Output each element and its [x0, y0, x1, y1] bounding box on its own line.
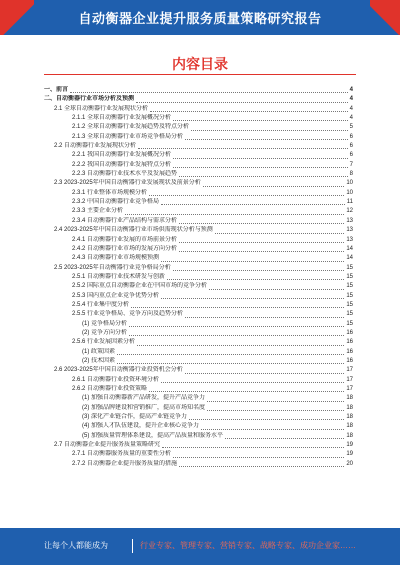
toc-entry[interactable]	[44, 86, 353, 95]
toc-entry[interactable]	[44, 282, 353, 291]
toc-entry[interactable]	[44, 123, 353, 132]
toc-leader-dots	[215, 233, 345, 234]
toc-entry-label: 2.4.3 自动衡器行业市场规模预测	[72, 255, 160, 262]
toc-entry[interactable]	[44, 207, 353, 216]
toc-leader-dots	[136, 102, 348, 103]
toc-entry[interactable]	[44, 142, 353, 151]
toc-divider	[44, 74, 356, 75]
toc-entry-label: 2.3.1 行业整体市场规模分析	[72, 189, 148, 196]
toc-leader-dots	[162, 447, 344, 448]
footer-slogan: 让每个人都能成为	[44, 541, 108, 550]
toc-entry-page: 18	[346, 404, 353, 411]
toc-entry[interactable]	[44, 95, 353, 104]
toc-leader-dots	[179, 223, 344, 224]
toc-leader-dots	[179, 242, 344, 243]
toc-leader-dots	[185, 139, 348, 140]
toc-entry-page: 15	[346, 264, 353, 271]
toc-entry-page: 15	[346, 320, 353, 327]
toc-entry-page: 10	[346, 180, 353, 187]
toc-leader-dots	[209, 289, 344, 290]
toc-entry-label: (5) 加强质量管理体系建设，提高产品质量和服务水平	[82, 432, 224, 439]
toc-entry[interactable]	[44, 357, 353, 366]
toc-entry-page: 17	[346, 386, 353, 392]
toc-entry-page: 14	[346, 255, 353, 262]
toc-entry[interactable]	[44, 301, 353, 310]
toc-entry-label: (2) 技术因素	[82, 357, 116, 364]
toc-leader-dots	[161, 204, 345, 205]
toc-leader-dots	[207, 401, 344, 402]
toc-entry-label: (2) 竞争方向分析	[82, 329, 128, 336]
toc-entry-label: 2.2.1 我国自动衡器行业发展概况分析	[72, 152, 172, 159]
toc-entry-page: 6	[349, 152, 353, 159]
toc-entry-label: 2.6 2023-2025年中国自动衡器行业投资机会分析	[54, 367, 183, 374]
toc-entry-label: 2.3.2 中国自动衡器行业竞争格局	[72, 199, 160, 206]
toc-entry[interactable]	[44, 338, 353, 347]
toc-entry-label: 2.1 全球自动衡器行业发展现状分析	[54, 105, 149, 112]
toc-leader-dots	[185, 373, 345, 374]
toc-entry-label: 2.6.1 自动衡器行业投资环境分析	[72, 376, 160, 383]
toc-leader-dots	[129, 335, 344, 336]
toc-entry[interactable]	[44, 348, 353, 357]
toc-leader-dots	[191, 130, 348, 131]
toc-entry-page: 17	[346, 367, 353, 374]
toc-entry-page: 4	[349, 87, 353, 93]
toc-entry-label: 2.2 自动衡器行业发展现状分析	[54, 143, 137, 150]
table-of-contents	[44, 86, 353, 516]
toc-entry-page: 10	[346, 189, 353, 196]
toc-entry-page: 8	[349, 171, 353, 178]
toc-entry-page: 13	[346, 236, 353, 243]
toc-entry[interactable]	[44, 151, 353, 160]
page-footer	[0, 528, 400, 565]
toc-entry-page: 20	[346, 460, 353, 467]
toc-leader-dots	[161, 298, 344, 299]
toc-entry[interactable]	[44, 441, 353, 450]
toc-entry[interactable]	[44, 254, 353, 263]
toc-entry-label: 2.4 2023-2025年中国自动衡器行业市场供需现状分析与预测	[54, 227, 213, 234]
toc-entry[interactable]	[44, 310, 353, 319]
toc-entry-label: (1) 政策因素	[82, 348, 116, 355]
toc-entry-label: 2.5.4 行业集中度分析	[72, 301, 130, 308]
toc-entry-label: 2.5.1 自动衡器行业技术研发与创新	[72, 273, 166, 280]
toc-entry-page: 15	[346, 311, 353, 318]
toc-entry-label: 二、自动衡器行业市场分析及预测	[44, 96, 135, 103]
toc-entry-label: 2.5 2023-2025年自动衡器行业竞争格局分析	[54, 264, 171, 271]
toc-entry[interactable]	[44, 189, 353, 198]
toc-entry[interactable]	[44, 179, 353, 188]
toc-leader-dots	[201, 429, 344, 430]
toc-entry[interactable]	[44, 114, 353, 123]
toc-entry-page: 14	[346, 245, 353, 252]
toc-entry[interactable]	[44, 292, 353, 301]
toc-leader-dots	[173, 167, 348, 168]
toc-leader-dots	[167, 279, 344, 280]
footer-separator	[132, 539, 133, 553]
toc-entry-label: 2.7.2 自动衡器企业提升服务质量的措施	[72, 460, 178, 467]
toc-entry[interactable]	[44, 450, 353, 459]
toc-leader-dots	[179, 466, 344, 467]
toc-entry-label: 2.2.3 自动衡器行业技术水平及发展趋势	[72, 171, 178, 178]
toc-entry-page: 6	[349, 143, 353, 150]
toc-entry-label: 2.1.1 全球自动衡器行业发展概况分析	[72, 115, 172, 122]
toc-entry[interactable]	[44, 460, 353, 469]
toc-entry-page: 18	[346, 423, 353, 430]
toc-entry[interactable]	[44, 105, 353, 114]
toc-entry[interactable]	[44, 226, 353, 235]
toc-entry[interactable]	[44, 376, 353, 385]
toc-entry-page: 13	[346, 227, 353, 234]
toc-entry[interactable]	[44, 329, 353, 338]
toc-entry[interactable]	[44, 385, 353, 394]
toc-leader-dots	[149, 195, 344, 196]
toc-leader-dots	[179, 251, 344, 252]
toc-heading: 内容目录	[172, 56, 228, 72]
toc-entry-label: 2.6.2 自动衡器行业投资策略	[72, 386, 148, 392]
toc-entry[interactable]	[44, 432, 353, 441]
toc-leader-dots	[150, 111, 348, 112]
toc-leader-dots	[173, 457, 344, 458]
report-title: 自动衡器企业提升服务质量策略研究报告	[78, 11, 322, 26]
toc-entry-label: 2.1.3 全球自动衡器行业市场竞争格局分析	[72, 133, 184, 140]
toc-entry-page: 18	[346, 414, 353, 421]
toc-leader-dots	[125, 214, 344, 215]
toc-entry-page: 17	[346, 376, 353, 383]
toc-entry-page: 16	[346, 329, 353, 336]
toc-entry-label: (1) 加强自动衡器新产品研发，提升产品竞争力	[82, 395, 206, 402]
toc-entry-page: 16	[346, 339, 353, 346]
toc-entry-label: 2.2.2 我国自动衡器行业发展特点分析	[72, 161, 172, 168]
toc-leader-dots	[207, 410, 344, 411]
toc-entry-page: 12	[346, 208, 353, 215]
toc-entry[interactable]	[44, 320, 353, 329]
toc-entry-label: 2.3 2023-2025年中国自动衡器行业发展现状及前景分析	[54, 180, 201, 187]
toc-leader-dots	[189, 419, 344, 420]
toc-leader-dots	[173, 158, 348, 159]
toc-leader-dots	[70, 92, 348, 93]
toc-entry-label: 一、前言	[44, 87, 69, 93]
toc-entry-label: (4) 加强人才队伍建设，提升企业核心竞争力	[82, 423, 200, 430]
toc-entry-page: 4	[349, 115, 353, 122]
toc-entry-label: 2.4.2 自动衡器行业市场的发展方向分析	[72, 245, 178, 252]
toc-leader-dots	[117, 363, 344, 364]
toc-entry[interactable]	[44, 404, 353, 413]
toc-entry[interactable]	[44, 394, 353, 403]
toc-entry[interactable]	[44, 366, 353, 375]
toc-entry-label: 2.3.3 主要企业分析	[72, 208, 124, 215]
toc-entry-page: 7	[349, 161, 353, 168]
toc-entry-label: 2.5.2 国际重点自动衡器企业在中国市场的竞争分析	[72, 283, 208, 290]
toc-entry-label: 2.4.1 自动衡器行业发展的市场前景分析	[72, 236, 178, 243]
toc-entry-page: 16	[346, 348, 353, 355]
toc-entry-page: 18	[346, 432, 353, 439]
toc-entry[interactable]	[44, 198, 353, 207]
toc-entry-label: 2.5.5 行业竞争格局、竞争方向及趋势分析	[72, 311, 184, 318]
toc-leader-dots	[161, 261, 344, 262]
toc-entry-page: 19	[346, 451, 353, 458]
report-header	[0, 0, 400, 35]
toc-entry[interactable]	[44, 273, 353, 282]
toc-leader-dots	[138, 148, 348, 149]
toc-entry-label: (2) 加强品牌建设和营销推广，提高市场知名度	[82, 404, 206, 411]
toc-leader-dots	[131, 307, 344, 308]
toc-entry[interactable]	[44, 422, 353, 431]
toc-leader-dots	[173, 270, 345, 271]
toc-entry-label: 2.7.1 自动衡器服务质量的重要性分析	[72, 451, 172, 458]
toc-entry[interactable]	[44, 133, 353, 142]
toc-leader-dots	[179, 176, 348, 177]
toc-entry-page: 4	[349, 96, 353, 103]
toc-entry-page: 18	[346, 395, 353, 402]
toc-entry[interactable]	[44, 236, 353, 245]
toc-entry-label: (1) 竞争格局分析	[82, 320, 128, 327]
toc-entry-page: 6	[349, 133, 353, 140]
toc-leader-dots	[117, 354, 344, 355]
toc-entry-page: 4	[349, 105, 353, 112]
toc-leader-dots	[203, 186, 345, 187]
toc-leader-dots	[129, 326, 344, 327]
toc-entry-page: 16	[346, 357, 353, 364]
toc-entry-page: 15	[346, 301, 353, 308]
toc-entry-label: 2.5.6 行业发展因素分析	[72, 339, 136, 346]
toc-entry-page: 15	[346, 292, 353, 299]
toc-leader-dots	[161, 382, 344, 383]
toc-entry-page: 15	[346, 273, 353, 280]
toc-entry-label: 2.3.4 自动衡器行业产品结构与需求分析	[72, 217, 178, 224]
toc-entry[interactable]	[44, 245, 353, 254]
toc-entry[interactable]	[44, 170, 353, 179]
toc-entry-page: 5	[349, 124, 353, 131]
toc-entry-label: 2.1.2 全球自动衡器行业发展趋势及特点分析	[72, 124, 190, 131]
toc-leader-dots	[149, 391, 344, 392]
toc-leader-dots	[137, 345, 344, 346]
toc-leader-dots	[225, 438, 344, 439]
toc-entry-page: 15	[346, 283, 353, 290]
toc-entry[interactable]	[44, 217, 353, 226]
footer-tagline: 行业专家、管理专家、营销专家、战略专家、成功企业家……	[140, 541, 356, 550]
toc-entry-label: 2.5.3 国内重点企业竞争优势分析	[72, 292, 160, 299]
toc-entry-page: 13	[346, 217, 353, 224]
toc-entry-page: 19	[346, 442, 353, 449]
toc-leader-dots	[185, 317, 344, 318]
toc-entry-label: 2.7 自动衡器企业提升服务质量策略研究	[54, 442, 161, 449]
toc-leader-dots	[173, 120, 348, 121]
toc-entry-page: 11	[346, 199, 353, 206]
toc-entry[interactable]	[44, 413, 353, 422]
toc-entry[interactable]	[44, 161, 353, 170]
toc-entry[interactable]	[44, 264, 353, 273]
toc-entry-label: (3) 深化产业链合作，提高产业链竞争力	[82, 414, 188, 421]
